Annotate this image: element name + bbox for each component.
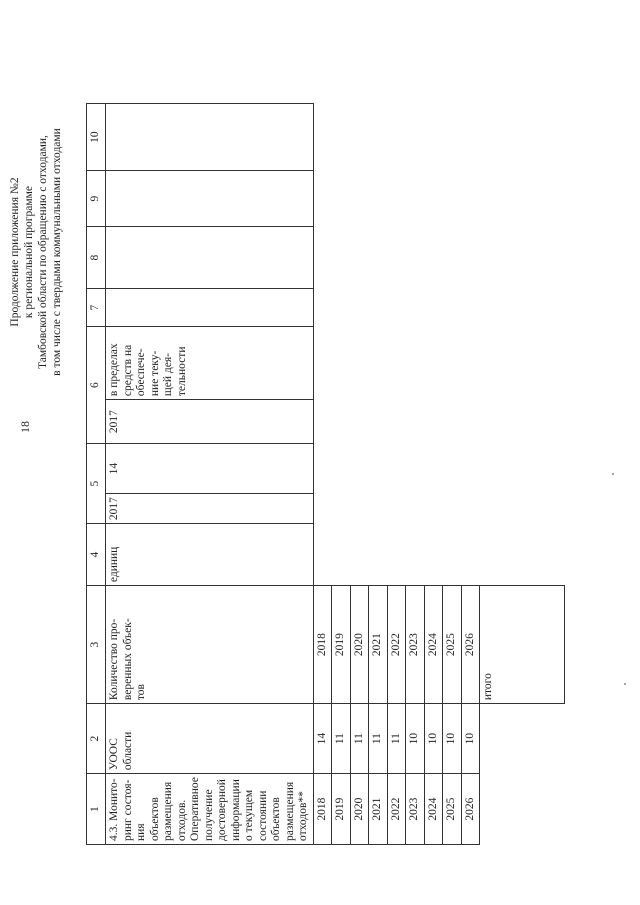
- funding-source: [108, 330, 189, 396]
- year-cell: 2025: [443, 586, 462, 704]
- column-number: 8: [87, 227, 106, 289]
- column-number: 3: [87, 586, 106, 704]
- year-cell: 2023: [406, 774, 425, 845]
- column-number: 7: [87, 289, 106, 327]
- empty-cell: [106, 171, 314, 227]
- column-number: 2: [87, 704, 106, 774]
- text-line: тельности: [175, 346, 188, 397]
- measure-name-cell: [106, 774, 314, 845]
- text-line: о текущем: [243, 789, 255, 841]
- table-row: [332, 104, 351, 845]
- year-cell: 2017: [106, 400, 314, 444]
- year-cell: 2023: [406, 586, 425, 704]
- column-number: 10: [87, 104, 106, 171]
- text-line: ние теку-: [148, 350, 161, 397]
- funding-cell: [106, 327, 314, 400]
- text-line: объектов: [270, 797, 282, 841]
- value-cell: 10: [443, 704, 462, 774]
- year-cell: 2026: [461, 774, 480, 845]
- empty-cell: [480, 774, 565, 845]
- header-line-3: Тамбовской области по обращению с отходами,: [37, 135, 49, 369]
- empty-cell: [106, 104, 314, 171]
- text-line: Оперативное: [189, 777, 201, 841]
- year-cell: 2017: [106, 494, 314, 524]
- value-cell: 10: [424, 704, 443, 774]
- header-line-2: к региональной программе: [23, 185, 35, 319]
- value-cell: 14: [106, 444, 314, 494]
- year-cell: 2021: [369, 586, 388, 704]
- value-cell: 10: [461, 704, 480, 774]
- column-number: 9: [87, 171, 106, 227]
- text-line: Количество про-: [108, 618, 120, 701]
- text-line: получение: [202, 789, 215, 841]
- value-cell: 11: [369, 704, 388, 774]
- year-cell: 2022: [387, 586, 406, 704]
- text-line: 4.3. Монито-: [108, 778, 120, 841]
- header-line-4: в том числе с твердыми коммунальными отходами: [51, 128, 63, 376]
- unit-cell: единиц: [106, 524, 314, 586]
- year-cell: 2022: [387, 774, 406, 845]
- column-number: 6: [87, 327, 106, 444]
- text-line: отходов**: [297, 791, 309, 841]
- text-line: информации: [229, 779, 242, 841]
- year-cell: 2019: [332, 586, 351, 704]
- page-number: 18: [18, 421, 32, 433]
- text-line: средств на: [121, 344, 134, 397]
- table-row: [369, 104, 388, 845]
- year-cell: 2019: [332, 774, 351, 845]
- text-line: достоверной: [216, 779, 228, 841]
- value-cell: 14: [313, 704, 332, 774]
- year-cell: 2025: [443, 774, 462, 845]
- appendix-header: [8, 42, 64, 462]
- program-table: [86, 103, 565, 845]
- column-number: 1: [87, 774, 106, 845]
- total-label: итого: [480, 586, 565, 704]
- year-cell: 2020: [350, 774, 369, 845]
- measure-name: [108, 777, 311, 841]
- column-number: 4: [87, 524, 106, 586]
- year-cell: 2026: [461, 586, 480, 704]
- text-line: ринг состоя-: [121, 779, 134, 841]
- year-cell: 2020: [350, 586, 369, 704]
- indicator-name: [108, 589, 149, 700]
- total-row: [480, 104, 565, 845]
- table-row: [350, 104, 369, 845]
- empty-cell: [106, 227, 314, 289]
- table-row: [406, 104, 425, 845]
- column-number-row: [87, 104, 106, 845]
- text-line: состоянии: [256, 790, 269, 841]
- text-line: щей дея-: [162, 353, 174, 397]
- text-line: тов: [135, 684, 147, 701]
- table-row: [443, 104, 462, 845]
- year-cell: 2018: [313, 774, 332, 845]
- executor-cell: УООС области: [106, 704, 314, 774]
- value-cell: 11: [387, 704, 406, 774]
- year-cell: 2024: [424, 774, 443, 845]
- year-cell: 2021: [369, 774, 388, 845]
- text-line: отходов.: [175, 799, 188, 841]
- text-line: размещения: [283, 781, 296, 841]
- header-line-1: Продолжение приложения №2: [9, 177, 21, 327]
- text-line: ния объектов: [135, 797, 161, 841]
- column-number: 5: [87, 444, 106, 524]
- table-row: [387, 104, 406, 845]
- table-row: [424, 104, 443, 845]
- empty-cell: [106, 289, 314, 327]
- year-cell: 2024: [424, 586, 443, 704]
- year-cell: 2018: [313, 586, 332, 704]
- scan-speck: [624, 683, 626, 685]
- text-line: в пределах: [108, 343, 120, 397]
- table-row: [313, 104, 332, 845]
- indicator-cell: [106, 586, 314, 704]
- table-row: [106, 104, 314, 845]
- text-line: обеспече-: [135, 348, 147, 397]
- text-line: веренных объек-: [121, 618, 134, 701]
- scan-speck: [612, 473, 614, 475]
- value-cell: 10: [406, 704, 425, 774]
- empty-cell: [480, 704, 565, 774]
- table-row: [461, 104, 480, 845]
- value-cell: 11: [332, 704, 351, 774]
- text-line: размещения: [162, 781, 174, 841]
- value-cell: 11: [350, 704, 369, 774]
